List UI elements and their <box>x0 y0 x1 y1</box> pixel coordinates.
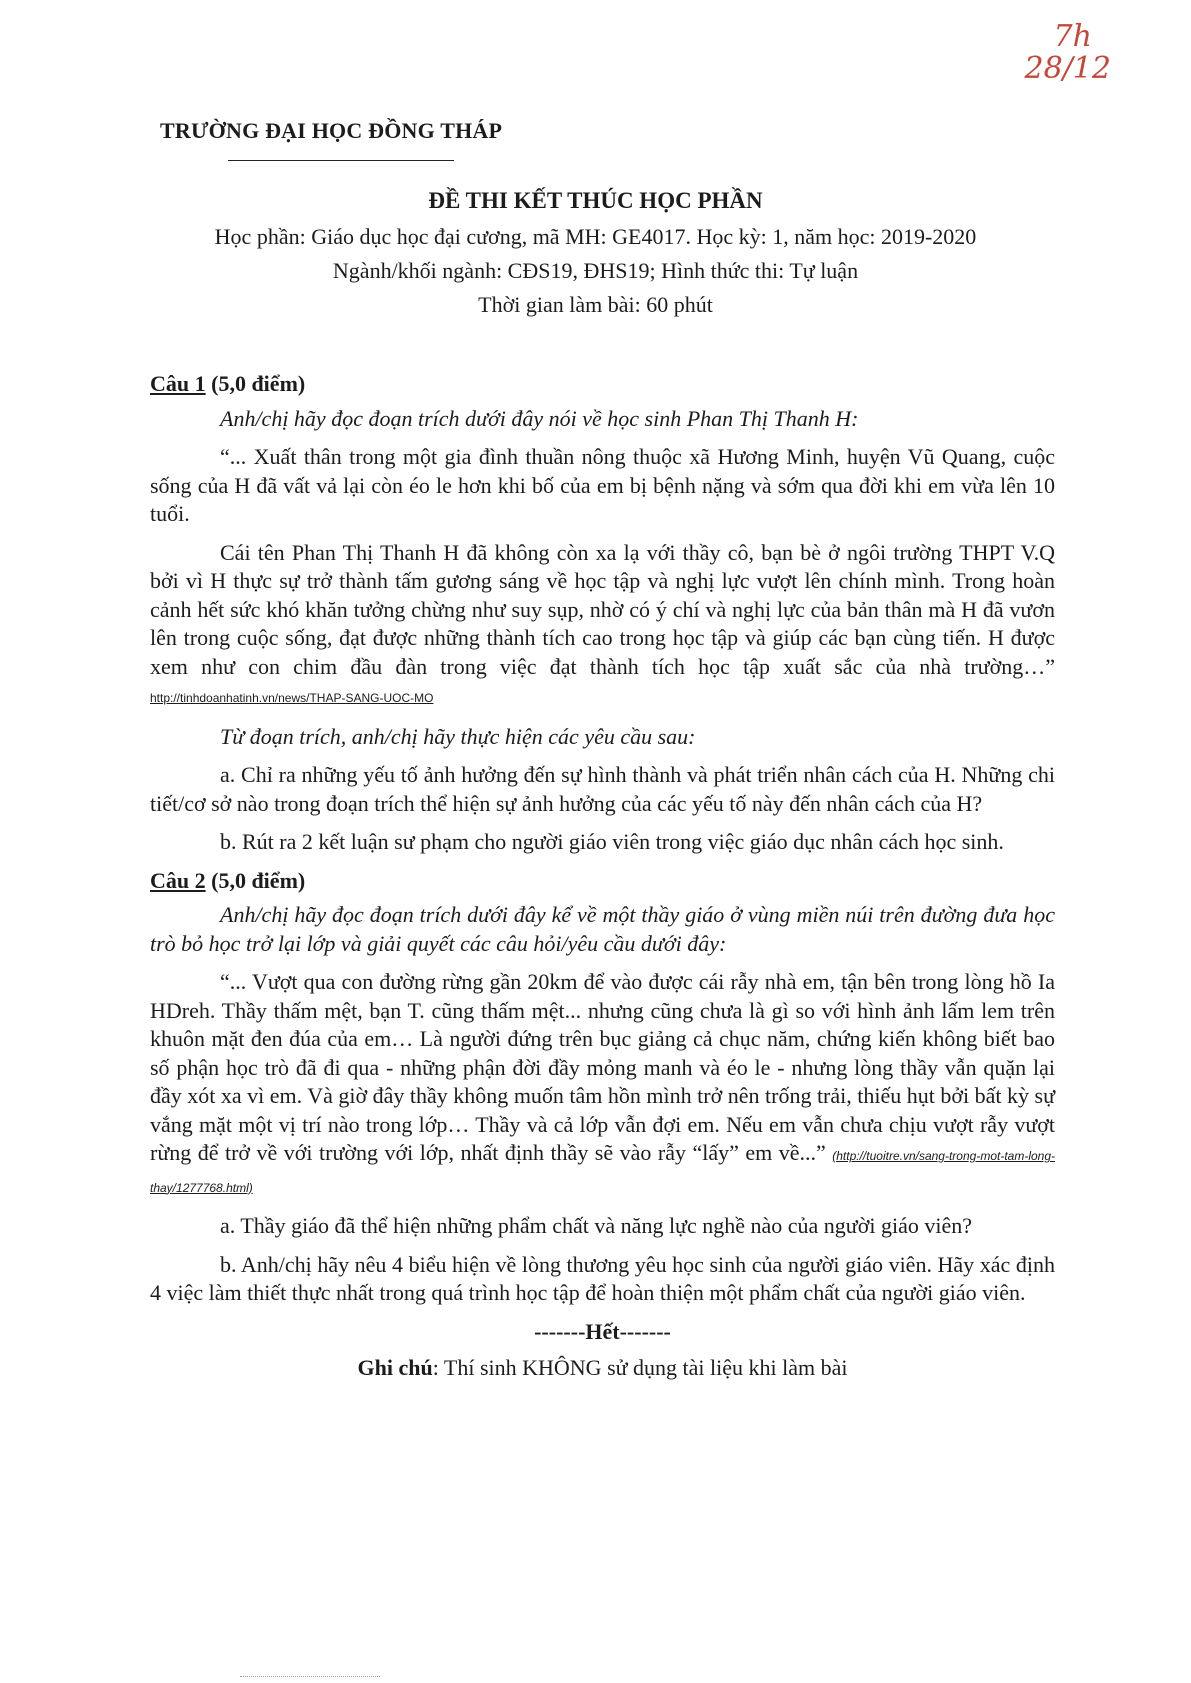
question-2-label: Câu 2 <box>150 867 206 893</box>
question-1-passage-2-text: Cái tên Phan Thị Thanh H đã không còn xa lạ với thầy cô, bạn bè ở ngôi trường THPT V.Q bởi vì H thực sự trở thành tấm gương sáng về học tập và nghị lực vượt lên chính mình. Trong hoàn cảnh hết sức khó khăn tưởng chừng như suy sụp, nhờ có ý chí và nghị lực của bản thân mà H đã vươn lên trong cuộc sống, đạt được những thành tích cao trong học tập và giúp các bạn cùng tiến. H được xem như con chim đầu đàn trong việc đạt thành tích học tập xuất sắc của nhà trường…” <box>150 539 1055 679</box>
question-1-source-link: http://tinhdoanhatinh.vn/news/THAP-SANG-UOC-MO <box>150 691 434 705</box>
school-name: TRƯỜNG ĐẠI HỌC ĐỒNG THÁP <box>160 118 503 143</box>
school-underline <box>228 160 454 161</box>
end-marker: -------Hết------- <box>534 1318 671 1344</box>
exam-body <box>150 370 1055 1383</box>
handwritten-note-line1: 7h <box>1053 19 1092 54</box>
time-info: Thời gian làm bài: 60 phút <box>478 292 713 317</box>
question-2-passage <box>150 968 1055 1202</box>
question-1-task-intro: Từ đoạn trích, anh/chị hãy thực hiện các yêu cầu sau: <box>220 723 696 749</box>
question-2-intro: Anh/chị hãy đọc đoạn trích dưới đây kể về một thầy giáo ở vùng miền núi trên đường đưa học trò bỏ học trở lại lớp và giải quyết các câu hỏi/yêu cầu dưới đây: <box>150 902 1055 956</box>
question-2-source-link: (http://tuoitre.vn/sang-trong-mot-tam-long-thay/1277768.html) <box>150 1149 1056 1195</box>
question-2-passage-text: “... Vượt qua con đường rừng gần 20km để vào được cái rẫy nhà em, tận bên trong lòng hồ Ia HDreh. Thầy thấm mệt, bạn T. cũng thấm mệt... nhưng cũng chưa là gì so với hình ảnh lấm lem trên khuôn mặt đen đúa của em… Là người đứng trên bục giảng cả chục năm, chứng kiến không biết bao số phận học trò đã đi qua - những phận đời đầy mỏng manh và éo le - nhưng lòng thầy vẫn quặn lại đầy xót xa vì em. Và giờ đây thầy không muốn tâm hồn mình trở nên trống trải, thiếu hụt bởi bất kỳ sự vắng mặt một vị trí nào trong lớp… Thầy và cả lớp vẫn đợi em. Nếu em vẫn chưa chịu vượt rẫy vượt rừng để trở về với trường với lớp, nhất định thầy sẽ vào rẫy “lấy” em về...” <box>150 969 1055 1165</box>
question-2-points: (5,0 điểm) <box>205 867 306 893</box>
course-info: Học phần: Giáo dục học đại cương, mã MH: GE4017. Học kỳ: 1, năm học: 2019-2020 <box>214 224 977 249</box>
footer-note-text: : Thí sinh KHÔNG sử dụng tài liệu khi làm bài <box>432 1355 848 1380</box>
question-1-points: (5,0 điểm) <box>205 371 306 396</box>
question-1-label: Câu 1 <box>150 371 206 396</box>
handwritten-note-line2: 28/12 <box>1024 51 1111 86</box>
question-1-passage-2 <box>150 539 1055 713</box>
footer-note <box>150 1354 1055 1383</box>
handwritten-note <box>1024 19 1111 86</box>
scan-artifact <box>240 1676 380 1680</box>
question-2-task-b: b. Anh/chị hãy nêu 4 biểu hiện về lòng thương yêu học sinh của người giáo viên. Hãy xác định 4 việc làm thiết thực nhất trong quá trình học tập để hoàn thiện một phẩm chất của người giáo viên. <box>150 1251 1055 1305</box>
program-info: Ngành/khối ngành: CĐS19, ĐHS19; Hình thức thi: Tự luận <box>332 258 859 283</box>
exam-title: ĐỀ THI KẾT THÚC HỌC PHẦN <box>428 188 763 213</box>
question-1-task-b: b. Rút ra 2 kết luận sư phạm cho người giáo viên trong việc giáo dục nhân cách học sinh. <box>220 829 1004 854</box>
question-1-passage-1: “... Xuất thân trong một gia đình thuần nông thuộc xã Hương Minh, huyện Vũ Quang, cuộc sống của H đã vất vả lại còn éo le hơn khi bố của em bị bệnh nặng và sớm qua đời khi em vừa lên 10 tuổi. <box>150 444 1055 526</box>
question-2-heading <box>150 867 1055 896</box>
footer-note-label: Ghi chú <box>357 1355 433 1380</box>
question-1-task-a: a. Chỉ ra những yếu tố ảnh hưởng đến sự hình thành và phát triển nhân cách của H. Những chi tiết/cơ sở nào trong đoạn trích thể hiện sự ảnh hưởng của các yếu tố này đến nhân cách của H? <box>150 762 1055 816</box>
question-1-heading <box>150 370 1055 399</box>
question-1-intro: Anh/chị hãy đọc đoạn trích dưới đây nói về học sinh Phan Thị Thanh H: <box>220 405 859 431</box>
question-2-task-a: a. Thầy giáo đã thể hiện những phẩm chất và năng lực nghề nào của người giáo viên? <box>220 1213 972 1238</box>
exam-header <box>0 188 1191 322</box>
